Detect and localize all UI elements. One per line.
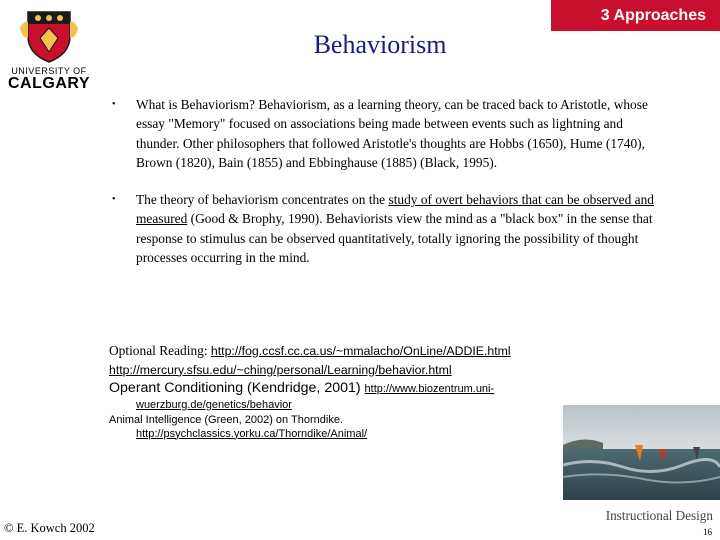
references (109, 342, 609, 441)
link-psychclassics[interactable]: http://psychclassics.yorku.ca/Thorndike/Animal/ (136, 427, 368, 440)
copyright: © E. Kowch 2002 (4, 521, 95, 535)
link-behavior[interactable]: http://mercury.sfsu.edu/~ching/personal/Learning/behavior.html (109, 362, 452, 377)
logo-line2: CALGARY (8, 75, 91, 92)
bullet-lead: What is Behaviorism? (136, 97, 255, 112)
bullet-list (112, 95, 660, 285)
section-tag: 3 Approaches (551, 0, 720, 31)
underlined-phrase: study of overt behaviors that can be observed and measured (136, 192, 654, 227)
bullet-text (136, 95, 660, 172)
slide-title: Behaviorism (313, 30, 447, 59)
logo-line1: UNIVERSITY OF (11, 66, 87, 76)
bullet-dot: • (112, 194, 116, 206)
bullet-dot: • (112, 99, 116, 110)
optional-reading (109, 342, 609, 361)
crest-icon (18, 8, 80, 64)
course-name: Instructional Design (605, 508, 713, 523)
link-biozentrum-cont[interactable]: wuerzburg.de/genetics/behavior (136, 398, 292, 411)
bullet-post: (Good & Brophy, 1990). Behaviorists view the mind as a "black box" in the sense that response to stimulus can be observed quantitatively, totally ignoring the possibility of thought processes occurring in the mind. (136, 211, 653, 266)
bullet-text (136, 190, 660, 267)
operant-row (109, 379, 609, 399)
windsurf-photo (563, 405, 720, 500)
link-addie[interactable]: http://fog.ccsf.cc.ca.us/~mmalacho/OnLine/ADDIE.html (210, 344, 511, 358)
bullet-pre: The theory of behaviorism concentrates on the (136, 192, 389, 208)
page-number: 16 (703, 527, 712, 537)
link-row-2 (109, 361, 609, 380)
university-logo (8, 8, 90, 91)
link-row-psychclassics (109, 428, 609, 441)
operant-label: Operant Conditioning (Kendridge, 2001) (109, 380, 365, 396)
bullet-item (112, 95, 660, 172)
bullet-body: Behaviorism, as a learning theory, can be traced back to Aristotle, whose essay "Memory" focused on associations being made between events such as lightning and thunder. Other philosophers that followed Aristotle's thoughts are Hobbs (1650), Hume (1740), Brown (1820), Bain (1855) and Ebbinghause (1885) (Black, 1995). (136, 97, 648, 170)
optional-label: Optional Reading: (109, 343, 211, 358)
link-row-biozentrum-cont (109, 399, 609, 412)
link-biozentrum[interactable]: http://www.biozentrum.uni- (364, 383, 495, 395)
animal-intelligence: Animal Intelligence (Green, 2002) on Thorndike. (109, 413, 343, 426)
bullet-item (112, 190, 660, 267)
